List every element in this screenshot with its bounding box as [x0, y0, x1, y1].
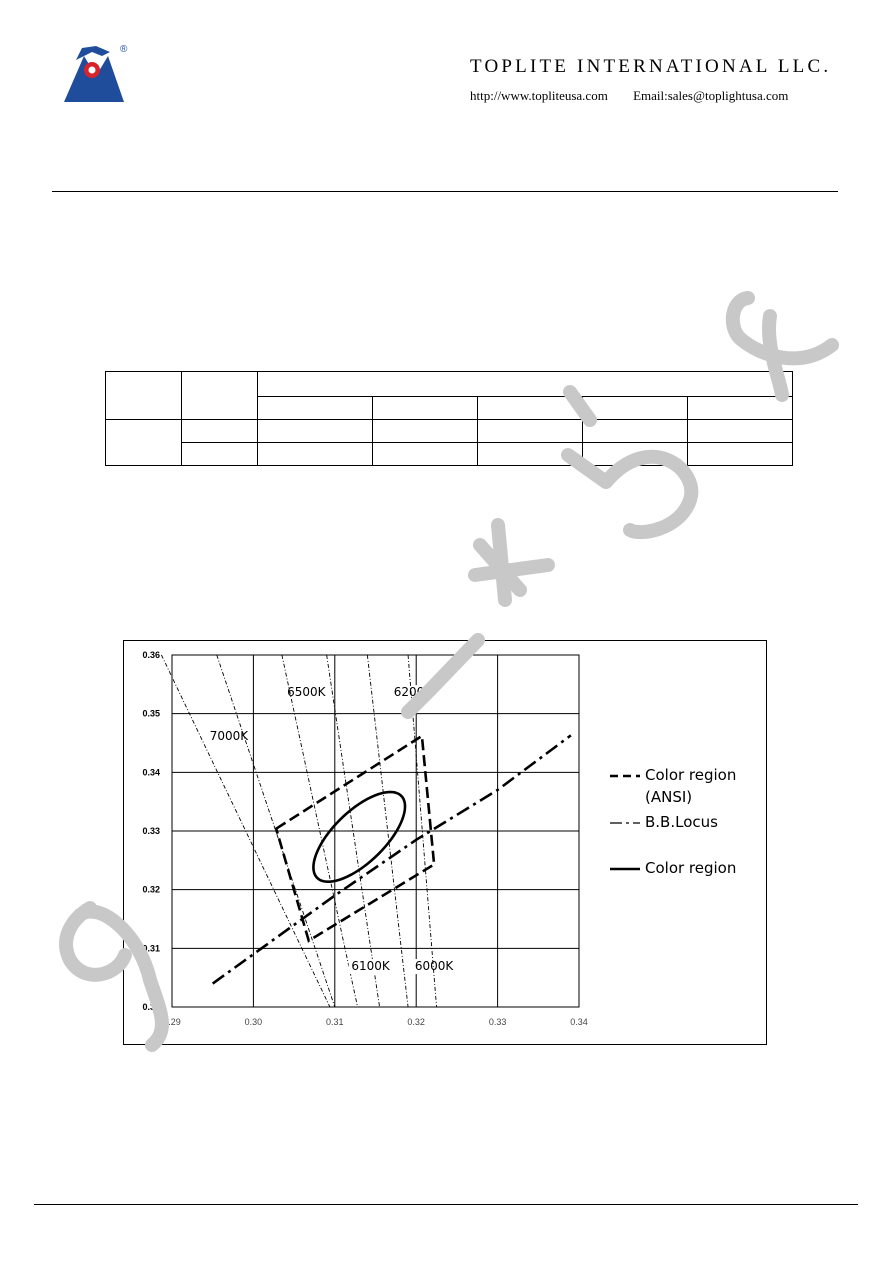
registered-mark: ®	[120, 44, 128, 55]
legend-label: B.B.Locus	[645, 813, 718, 831]
table-cell	[106, 372, 182, 420]
y-tick-label: 0.33	[142, 826, 160, 836]
x-tick-label: 0.32	[407, 1017, 425, 1027]
isotherm-label: 6500K	[287, 685, 326, 700]
company-name: TOPLITE INTERNATIONAL LLC.	[470, 56, 832, 77]
table-cell	[688, 420, 793, 443]
x-tick-label: 0.34	[570, 1017, 588, 1027]
ansi-region-outline	[276, 736, 434, 941]
table-row	[106, 420, 793, 443]
table-cell	[258, 443, 373, 466]
x-tick-label: 0.31	[326, 1017, 344, 1027]
table-cell	[258, 372, 793, 397]
website-link[interactable]: http://www.topliteusa.com	[470, 88, 608, 103]
table-cell	[373, 443, 478, 466]
isotherm-label: 6200K	[393, 685, 433, 700]
y-tick-label: 0.30	[142, 1002, 160, 1012]
footer-divider	[34, 1204, 858, 1205]
y-tick-label: 0.31	[142, 943, 160, 954]
table-cell	[258, 397, 373, 420]
spec-table	[105, 371, 793, 466]
table-cell	[478, 397, 583, 420]
table-row	[106, 443, 793, 466]
chromaticity-chart-frame	[123, 640, 767, 1045]
x-tick-label: 0.33	[488, 1017, 507, 1027]
table-cell	[182, 420, 258, 443]
table-cell	[583, 443, 688, 466]
table-cell	[373, 397, 478, 420]
y-tick-label: 0.35	[142, 708, 160, 719]
target-color-region-ellipse	[313, 792, 405, 882]
x-tick-label: 0.29	[163, 1017, 181, 1027]
table-cell	[583, 397, 688, 420]
table-cell	[583, 420, 688, 443]
table-row	[106, 372, 793, 397]
y-tick-label: 0.34	[142, 767, 160, 778]
table-cell	[182, 443, 258, 466]
legend-label: Color region	[645, 859, 737, 877]
x-tick-label: 0.30	[244, 1017, 263, 1027]
email-link[interactable]: Email:sales@toplightusa.com	[633, 88, 789, 103]
contact-line	[470, 88, 788, 104]
y-tick-label: 0.32	[142, 884, 160, 895]
table-cell	[478, 420, 583, 443]
company-logo	[62, 42, 134, 104]
table-cell	[182, 372, 258, 420]
legend-label: (ANSI)	[645, 788, 693, 806]
table-cell	[478, 443, 583, 466]
isotherm-label: 7000K	[209, 729, 249, 744]
chromaticity-chart	[124, 641, 766, 1044]
table-cell	[258, 420, 373, 443]
table-cell	[106, 420, 182, 466]
table-cell	[688, 397, 793, 420]
isotherm-label: 6000K	[414, 959, 454, 974]
legend-label: Color region	[645, 766, 737, 784]
y-tick-label: 0.36	[142, 650, 160, 660]
table-cell	[688, 443, 793, 466]
isotherm-label: 6100K	[351, 959, 390, 974]
table-cell	[373, 420, 478, 443]
header-divider	[52, 191, 838, 192]
